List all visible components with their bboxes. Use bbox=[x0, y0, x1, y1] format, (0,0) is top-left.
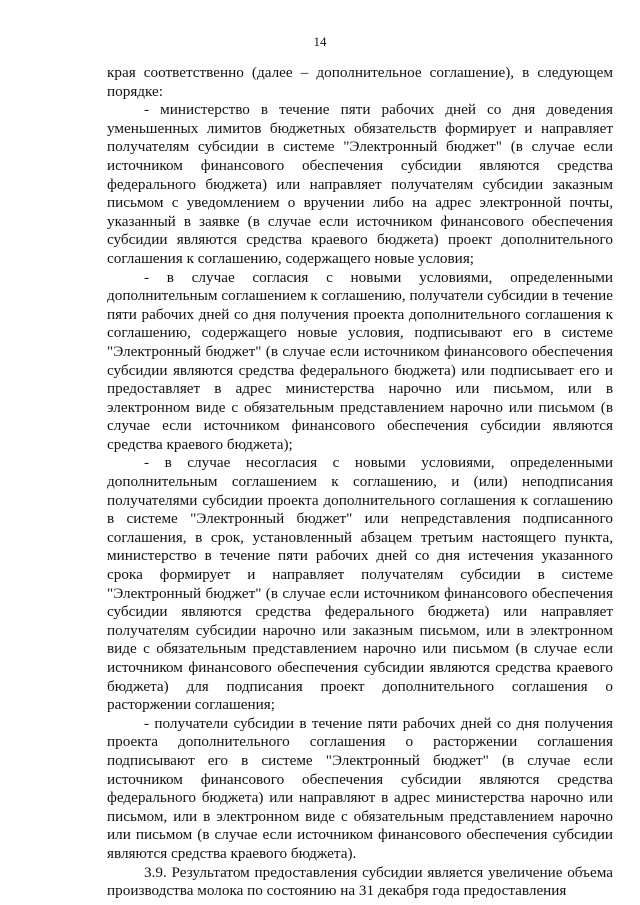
page-number: 14 bbox=[313, 34, 327, 49]
paragraph-consent-case: - в случае согласия с новыми условиями, определенными дополнительным соглашением к соглашению, получатели субсидии в течение пяти рабочих дней со дня получения проекта дополнительного соглашения к соглашению, содержащего новые условия, подписывают его в системе "Электронный бюджет" (в случае если источником финансового обеспечения субсидии являются средства федерального бюджета) или подписывает его и предоставляет в адрес министерства нарочно или письмом, или в электронном виде с обязательным представлением нарочно или письмом (в случае если источником финансового обеспечения субсидии являются средства краевого бюджета); bbox=[107, 268, 613, 453]
paragraph-termination-signing: - получатели субсидии в течение пяти рабочих дней со дня получения проекта дополнительного соглашения о расторжении соглашения подписывают его в системе "Электронный бюджет" (в случае если источником финансового обеспечения субсидии являются средства федерального бюджета) или направляют в адрес министерства нарочно или письмом, или в электронном виде с обязательным представлением нарочно или письмом (в случае если источником финансового обеспечения субсидии являются средства краевого бюджета). bbox=[107, 714, 613, 862]
paragraph-ministry-forms-agreement: - министерство в течение пяти рабочих дней со дня доведения уменьшенных лимитов бюджетных обязательств формирует и направляет получателям субсидии в системе "Электронный бюджет" (в случае если источником финансового обеспечения субсидии являются средства федерального бюджета) или направляет получателям субсидии заказным письмом с уведомлением о вручении либо на адрес электронной почты, указанный в заявке (в случае если источником финансового обеспечения субсидии являются средства краевого бюджета) проект дополнительного соглашения к соглашению, содержащего новые условия; bbox=[107, 101, 613, 267]
paragraph-disagreement-case: - в случае несогласия с новыми условиями, определенными дополнительным соглашением к соглашению, и (или) неподписания получателями субсидии проекта дополнительного соглашения к соглашению в системе "Электронный бюджет" или непредставления подписанного соглашения, в срок, установленный абзацем третьим настоящего пункта, министерство в течение пяти рабочих дней со дня истечения указанного срока формирует и направляет получателям субсидии в системе "Электронный бюджет" (в случае если источником финансового обеспечения субсидии являются средства федерального бюджета) или направляет получателям субсидии нарочно или заказным письмом, или в электронном виде с обязательным представлением нарочно или письмом (в случае если источником финансового обеспечения субсидии являются средства краевого бюджета) для подписания проект дополнительного соглашения о расторжении соглашения; bbox=[107, 454, 613, 714]
paragraph-section-3-9: 3.9. Результатом предоставления субсидии является увеличение объема производства молока по состоянию на 31 декабря года предоставления bbox=[107, 863, 613, 900]
paragraph-continuation: края соответственно (далее – дополнительное соглашение), в следующем порядке: bbox=[107, 64, 613, 100]
document-body bbox=[107, 64, 613, 901]
